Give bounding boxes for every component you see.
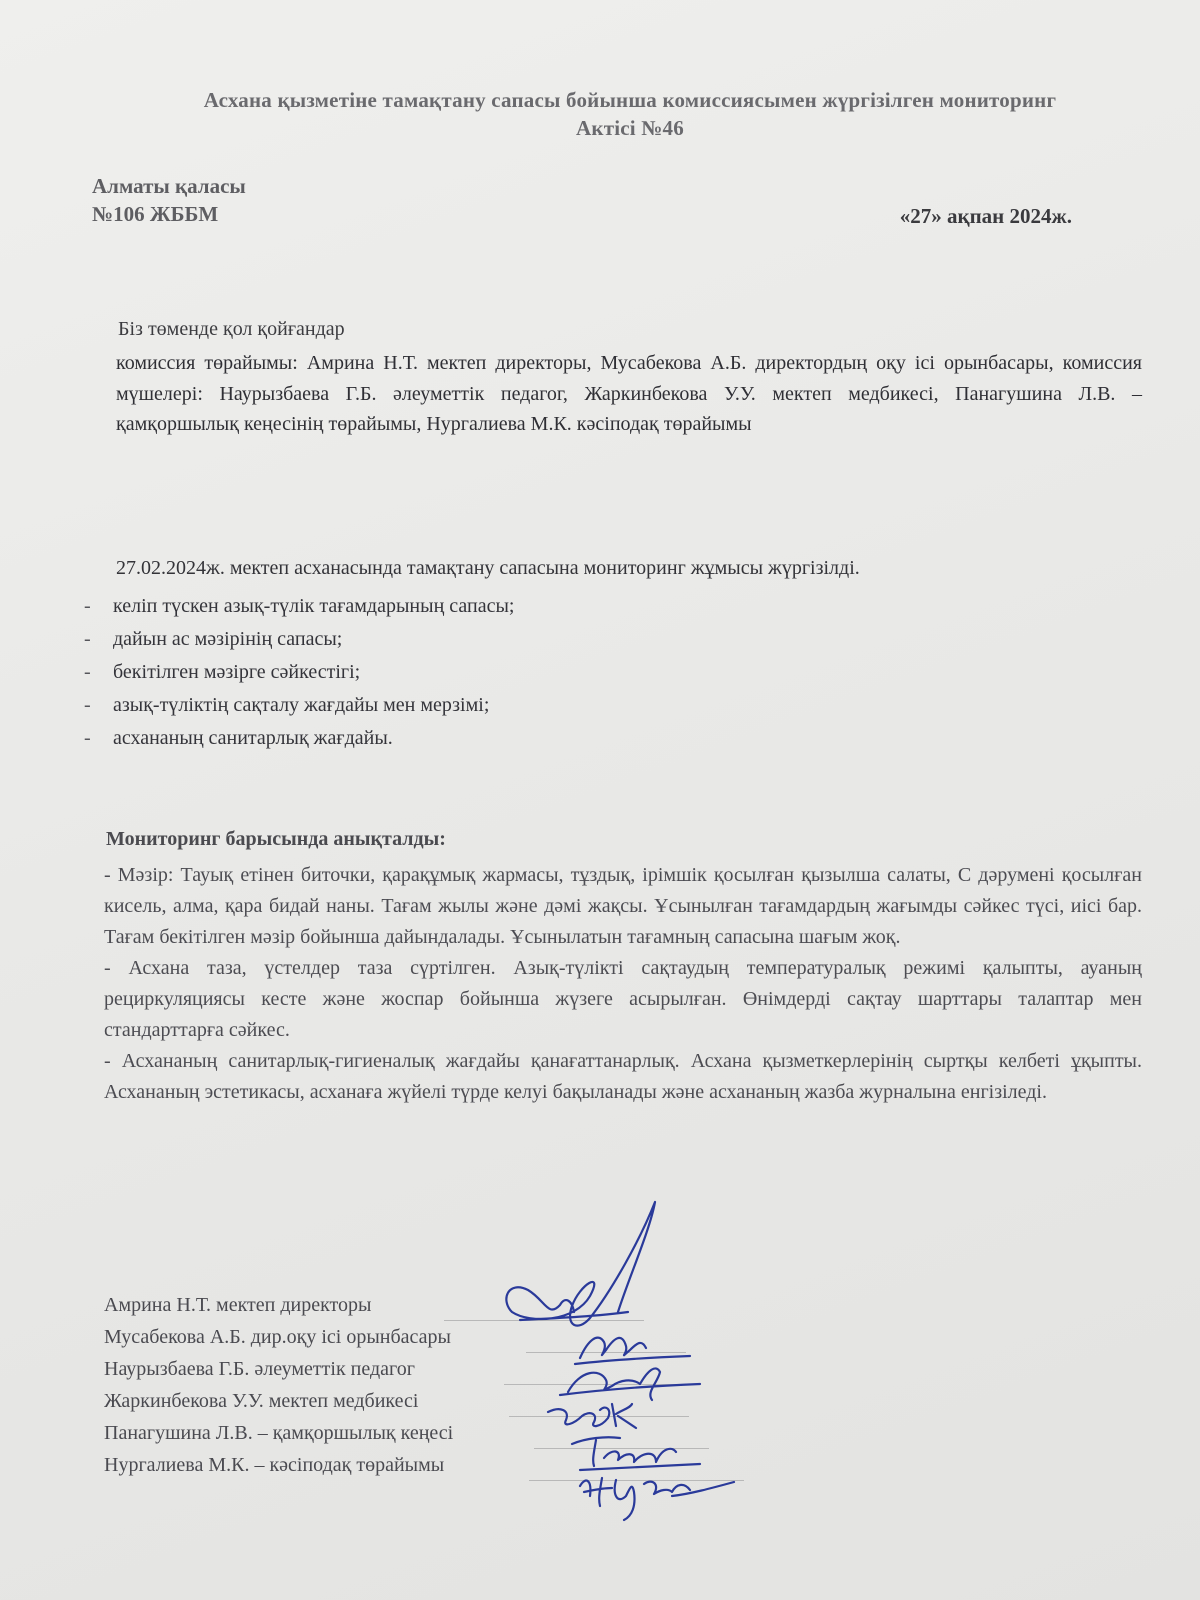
list-item: - бекітілген мәзірге сәйкестігі; xyxy=(84,656,514,689)
intro-lead: Біз төменде қол қойғандар xyxy=(118,318,345,340)
school-name: №106 ЖББМ xyxy=(92,202,219,226)
commission-members: комиссия төрайымы: Амрина Н.Т. мектеп директоры, Мусабекова А.Б. директордың оқу ісі орынбасары, комиссия мүшелері: Наурызбаева Г.Б. әлеуметтік педагог, Жаркинбекова У.У. мектеп медбикесі, Панагушина Л.В. – қамқоршылық кеңесінің төрайымы, Нургалиева М.К. кәсіподақ төрайымы xyxy=(116,352,1142,435)
signatory-name: Жаркинбекова У.У. мектеп медбикесі xyxy=(104,1390,419,1412)
signature-line xyxy=(529,1480,744,1481)
signatory-name: Амрина Н.Т. мектеп директоры xyxy=(104,1294,372,1316)
signatory-name: Мусабекова А.Б. дир.оқу ісі орынбасары xyxy=(104,1326,451,1348)
findings-body xyxy=(104,860,1142,1108)
list-item: - азық-түліктің сақталу жағдайы мен мерзімі; xyxy=(84,689,514,722)
findings-paragraph-cleanliness: - Асхана таза, үстелдер таза сүртілген. Азық-түлікті сақтаудың температуралық режимі қалыпты, ауаның рециркуляциясы кесте және жоспар бойынша жүзеге асырылған. Өнімдерді сақтау шарттары талаптар мен стандарттарға сәйкес. xyxy=(104,957,1142,1041)
findings-heading: Мониторинг барысында анықталды: xyxy=(106,828,446,850)
findings-paragraph-sanitary: - Асхананың санитарлық-гигиеналық жағдайы қанағаттанарлық. Асхана қызметкерлерінің сыртқы келбеті ұқыпты. Асхананың эстетикасы, асханаға жүйелі түрде келуі бақыланады және асхананың жазба журналына енгізіледі. xyxy=(104,1050,1142,1103)
title-line-1: Асхана қызметіне тамақтану сапасы бойынша комиссиясымен жүргізілген мониторинг xyxy=(203,88,1057,112)
bullet-dash: - xyxy=(84,661,91,683)
bullet-dash: - xyxy=(84,727,91,749)
list-item: - дайын ас мәзірінің сапасы; xyxy=(84,623,514,656)
signature-line xyxy=(534,1448,709,1449)
signature-row xyxy=(104,1326,804,1358)
document-title xyxy=(110,86,1150,142)
list-item: - асхананың санитарлық жағдайы. xyxy=(84,722,514,755)
signature-line xyxy=(504,1384,684,1385)
title-line-2: Актісі №46 xyxy=(576,116,684,140)
signature-row xyxy=(104,1454,804,1486)
signature-line xyxy=(526,1352,686,1353)
monitoring-statement: 27.02.2024ж. мектеп асханасында тамақтану сапасына мониторинг жұмысы жүргізілді. xyxy=(116,557,860,579)
signatory-name: Панагушина Л.В. – қамқоршылық кеңесі xyxy=(104,1422,454,1444)
signatory-name: Нургалиева М.К. – кәсіподақ төрайымы xyxy=(104,1454,445,1476)
bullet-dash: - xyxy=(84,694,91,716)
signature-row xyxy=(104,1390,804,1422)
list-item: - келіп түскен азық-түлік тағамдарының сапасы; xyxy=(84,590,514,623)
bullet-dash: - xyxy=(84,628,91,650)
city-name: Алматы қаласы xyxy=(92,174,246,198)
signature-line xyxy=(509,1416,689,1417)
signature-block xyxy=(104,1294,804,1486)
document-date: «27» ақпан 2024ж. xyxy=(899,204,1072,228)
bullet-dash: - xyxy=(84,595,91,617)
monitoring-checklist xyxy=(84,590,514,755)
signature-row xyxy=(104,1422,804,1454)
signature-row xyxy=(104,1358,804,1390)
signature-row xyxy=(104,1294,804,1326)
signatory-name: Наурызбаева Г.Б. әлеуметтік педагог xyxy=(104,1358,415,1380)
findings-paragraph-menu: - Мәзір: Тауық етінен биточки, қарақұмық жармасы, тұздық, ірімшік қосылған қызылша салаты, С дәрумені қосылған кисель, алма, қара бидай наны. Тағам жылы және дәмі жақсы. Ұсынылған тағамдардың жағымды сәйкес түсі, иісі бар. Тағам бекітілген мәзір бойынша дайындалады. Ұсынылатын тағамның сапасына шағым жоқ. xyxy=(104,864,1142,948)
signature-line xyxy=(444,1320,644,1321)
